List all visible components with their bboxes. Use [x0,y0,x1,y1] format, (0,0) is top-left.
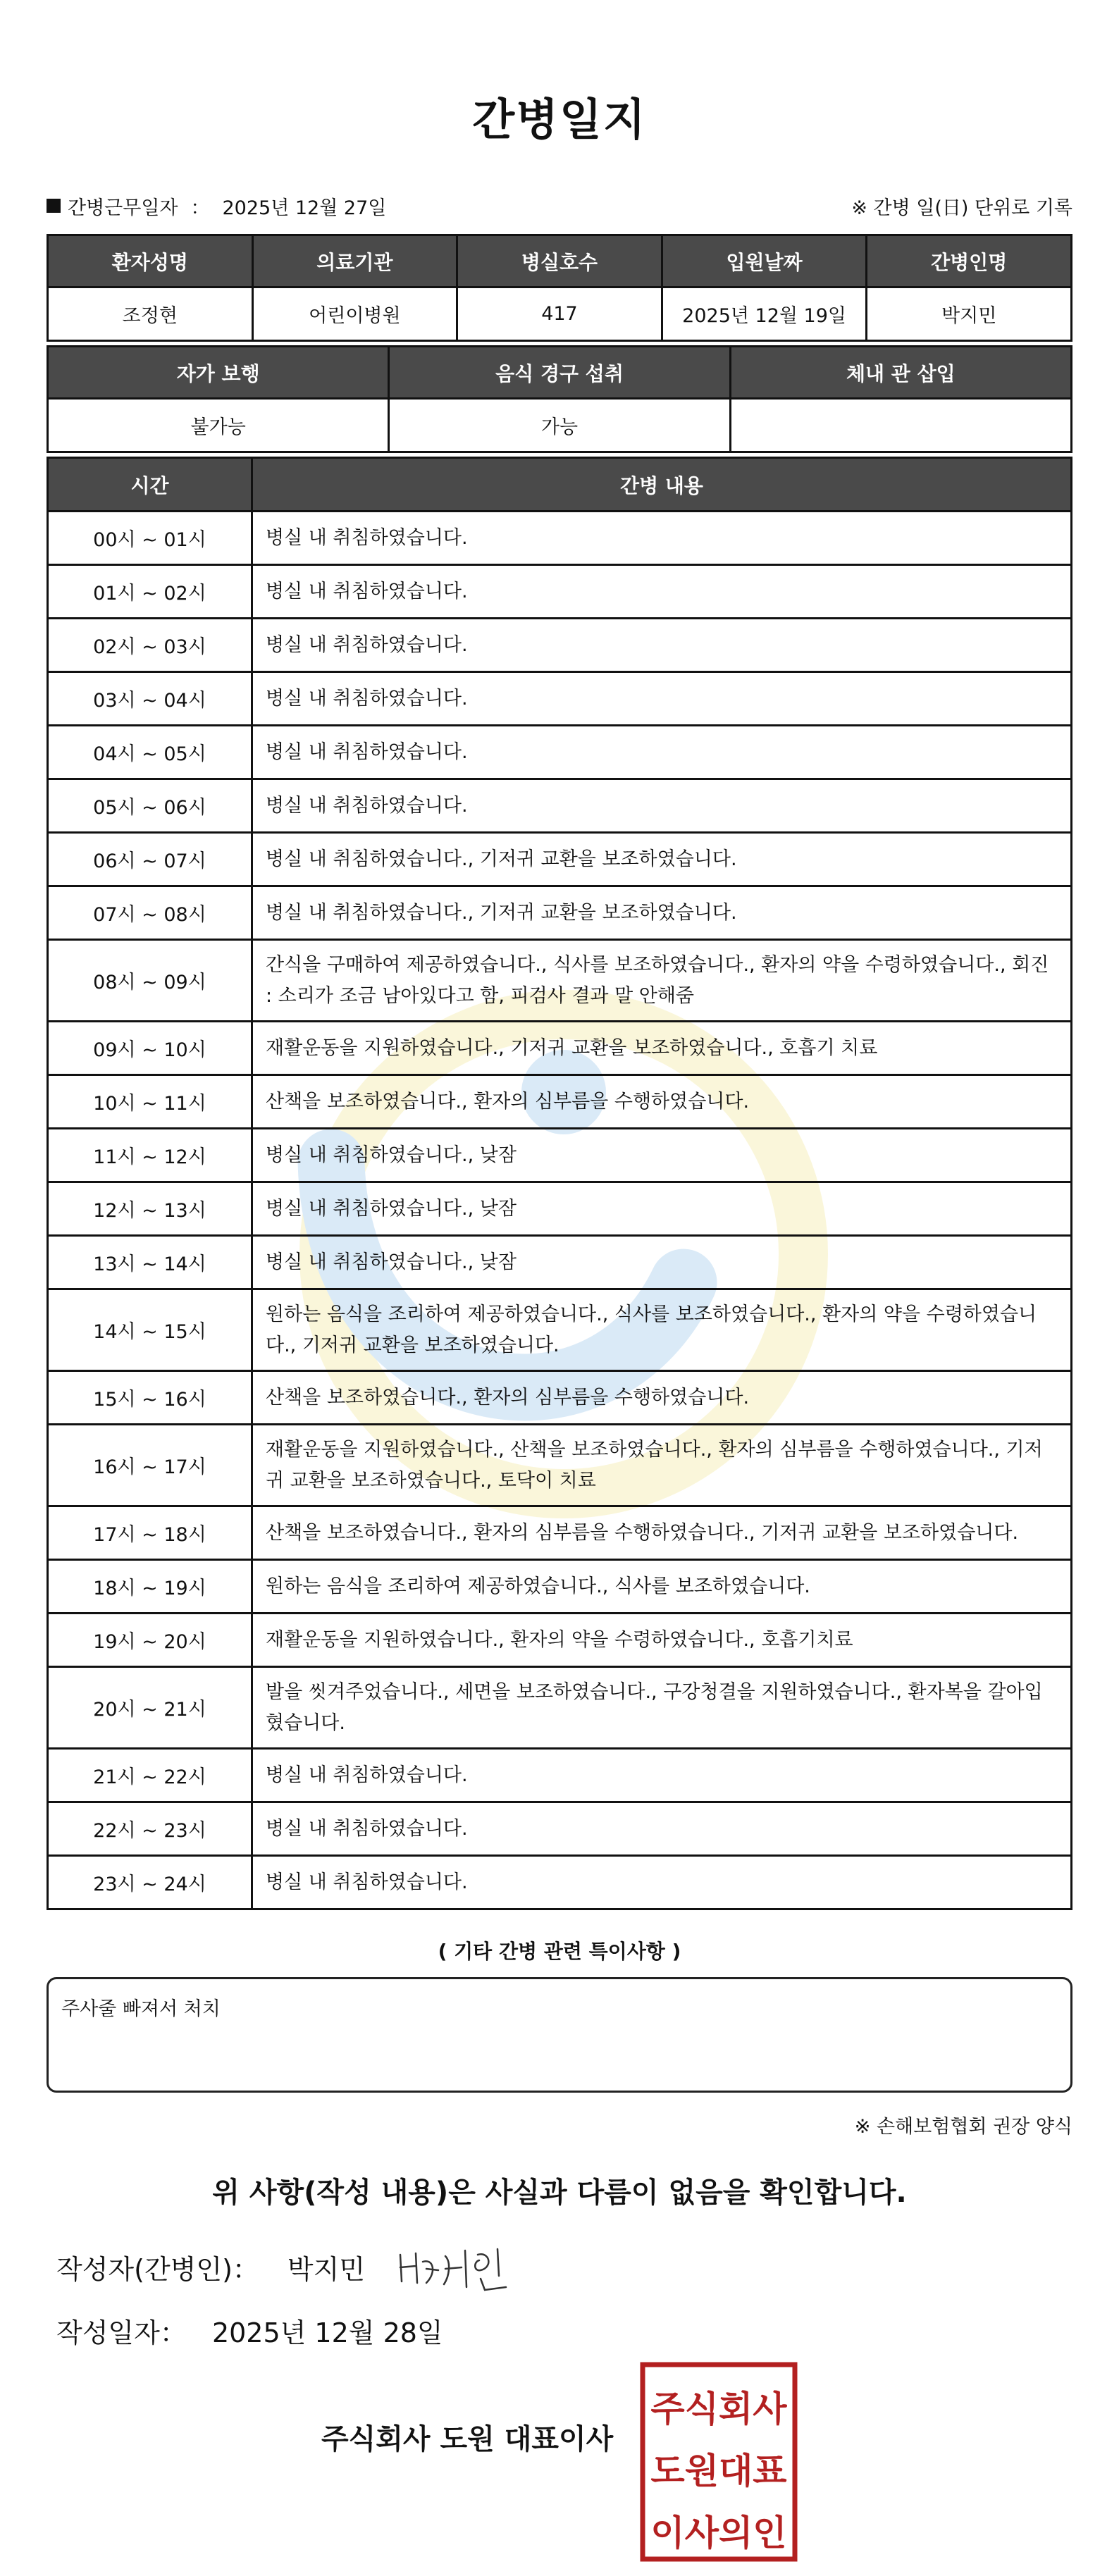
patient-info-table [47,234,1072,342]
form-source-note: ※ 손해보험협회 권장 양식 [854,2116,1072,2138]
table-row [48,1560,1072,1614]
writer-label: 작성자(간병인)： [56,2254,259,2285]
header-caregiver-name: 간병인명 [867,235,1072,287]
time-cell: 13시 ~ 14시 [48,1236,252,1289]
patient-status-table [47,345,1072,453]
status-header-row [48,347,1072,399]
caregiver-name-value: 박지민 [867,287,1072,341]
time-cell: 01시 ~ 02시 [48,565,252,619]
written-date-line [56,2311,443,2350]
header-admission-date: 입원날짜 [662,235,867,287]
confirmation-statement: 위 사항(작성 내용)은 사실과 다름이 없음을 확인합니다. [212,2176,907,2209]
room-number-value: 417 [457,287,662,341]
care-log-header-row [48,458,1072,512]
content-cell: 재활운동을 지원하였습니다., 산책을 보조하였습니다., 환자의 심부름을 수행하였습니다., 기저귀 교환을 보조하였습니다., 토닥이 치료 [252,1425,1072,1506]
header-institution: 의료기관 [252,235,457,287]
special-notes-title: ( 기타 간병 관련 특이사항 ) [438,1940,681,1963]
time-cell: 12시 ~ 13시 [48,1182,252,1236]
time-cell: 06시 ~ 07시 [48,833,252,886]
svg-text:도원대표: 도원대표 [650,2451,787,2491]
company-representative: 주식회사 도원 대표이사 [321,2423,614,2456]
time-cell: 14시 ~ 15시 [48,1289,252,1371]
special-notes-text: 주사줄 빠져서 처치 [61,1998,221,2020]
content-cell: 병실 내 취침하였습니다. [252,1749,1072,1802]
table-row [48,1289,1072,1371]
table-row [48,1236,1072,1289]
table-row [48,1506,1072,1560]
content-cell: 병실 내 취침하였습니다., 낮잠 [252,1182,1072,1236]
svg-text:이사의인: 이사의인 [650,2513,787,2553]
content-cell: 병실 내 취침하였습니다. [252,1856,1072,1909]
time-cell: 04시 ~ 05시 [48,726,252,779]
work-date-label: 간병근무일자 [68,197,178,219]
time-cell: 15시 ~ 16시 [48,1371,252,1425]
time-cell: 19시 ~ 20시 [48,1614,252,1667]
table-row [48,619,1072,672]
table-row [48,1667,1072,1749]
table-row [48,1129,1072,1182]
content-cell: 병실 내 취침하였습니다. [252,512,1072,565]
header-self-walking: 자가 보행 [48,347,389,399]
content-cell: 병실 내 취침하였습니다. [252,726,1072,779]
time-cell: 08시 ~ 09시 [48,940,252,1022]
table-row [48,1022,1072,1075]
table-row [48,940,1072,1022]
time-cell: 03시 ~ 04시 [48,672,252,726]
table-row [48,779,1072,833]
time-cell: 02시 ~ 03시 [48,619,252,672]
patient-info-header-row [48,235,1072,287]
content-cell: 재활운동을 지원하였습니다., 환자의 약을 수령하였습니다., 호흡기치료 [252,1614,1072,1667]
table-row [48,833,1072,886]
header-patient-name: 환자성명 [48,235,253,287]
content-cell: 재활운동을 지원하였습니다., 기저귀 교환을 보조하였습니다., 호흡기 치료 [252,1022,1072,1075]
tube-insertion-value [730,399,1071,452]
table-row [48,672,1072,726]
content-cell: 산책을 보조하였습니다., 환자의 심부름을 수행하였습니다., 기저귀 교환을 보조하였습니다. [252,1506,1072,1560]
time-cell: 00시 ~ 01시 [48,512,252,565]
meta-row [47,192,1072,220]
time-cell: 23시 ~ 24시 [48,1856,252,1909]
time-cell: 05시 ~ 06시 [48,779,252,833]
time-cell: 20시 ~ 21시 [48,1667,252,1749]
time-cell: 16시 ~ 17시 [48,1425,252,1506]
time-cell: 07시 ~ 08시 [48,886,252,940]
table-row [48,1749,1072,1802]
svg-text:주식회사: 주식회사 [650,2389,787,2429]
work-date-field [47,192,386,220]
written-date-label: 작성일자： [56,2317,187,2348]
content-cell: 원하는 음식을 조리하여 제공하였습니다., 식사를 보조하였습니다. [252,1560,1072,1614]
special-notes-box [47,1977,1072,2093]
table-row [48,1182,1072,1236]
time-cell: 18시 ~ 19시 [48,1560,252,1614]
content-cell: 발을 씻겨주었습니다., 세면을 보조하였습니다., 구강청결을 지원하였습니다., 환자복을 갈아입혔습니다. [252,1667,1072,1749]
content-cell: 병실 내 취침하였습니다. [252,619,1072,672]
table-row [48,1075,1072,1129]
content-cell: 간식을 구매하여 제공하였습니다., 식사를 보조하였습니다., 환자의 약을 수령하였습니다., 회진 : 소리가 조금 남아있다고 함, 피검사 결과 말 안해줌 [252,940,1072,1022]
record-unit-note: ※ 간병 일(日) 단위로 기록 [851,197,1072,219]
table-row [48,1425,1072,1506]
content-cell: 원하는 음식을 조리하여 제공하였습니다., 식사를 보조하였습니다., 환자의 약을 수령하였습니다., 기저귀 교환을 보조하였습니다. [252,1289,1072,1371]
content-cell: 병실 내 취침하였습니다., 낮잠 [252,1129,1072,1182]
work-date-value: 2025년 12월 27일 [222,197,387,219]
table-row [48,512,1072,565]
time-cell: 10시 ~ 11시 [48,1075,252,1129]
written-date-value: 2025년 12월 28일 [211,2317,443,2348]
table-row [48,1856,1072,1909]
page-title: 간병일지 [472,94,647,145]
table-row [48,886,1072,940]
content-cell: 병실 내 취침하였습니다. [252,672,1072,726]
time-cell: 21시 ~ 22시 [48,1749,252,1802]
time-cell: 11시 ~ 12시 [48,1129,252,1182]
header-room-number: 병실호수 [457,235,662,287]
patient-name-value: 조정현 [48,287,253,341]
header-oral-intake: 음식 경구 섭취 [389,347,730,399]
work-date-colon: ： [190,197,210,219]
content-cell: 산책을 보조하였습니다., 환자의 심부름을 수행하였습니다. [252,1075,1072,1129]
writer-name: 박지민 [287,2254,366,2285]
content-cell: 병실 내 취침하였습니다., 기저귀 교환을 보조하였습니다. [252,833,1072,886]
header-care-content: 간병 내용 [252,458,1072,512]
care-log-table [47,457,1072,1910]
content-cell: 산책을 보조하였습니다., 환자의 심부름을 수행하였습니다. [252,1371,1072,1425]
table-row [48,1371,1072,1425]
admission-date-value: 2025년 12월 19일 [662,287,867,341]
content-cell: 병실 내 취침하였습니다., 낮잠 [252,1236,1072,1289]
company-seal-icon [640,2362,798,2562]
self-walking-value: 불가능 [48,399,389,452]
table-row [48,1802,1072,1856]
time-cell: 09시 ~ 10시 [48,1022,252,1075]
table-row [48,726,1072,779]
institution-value: 어린이병원 [252,287,457,341]
content-cell: 병실 내 취침하였습니다. [252,565,1072,619]
content-cell: 병실 내 취침하였습니다. [252,1802,1072,1856]
oral-intake-value: 가능 [389,399,730,452]
patient-info-value-row [48,287,1072,341]
content-cell: 병실 내 취침하였습니다., 기저귀 교환을 보조하였습니다. [252,886,1072,940]
content-cell: 병실 내 취침하였습니다. [252,779,1072,833]
writer-line [56,2248,365,2286]
table-row [48,1614,1072,1667]
handwritten-signature-icon [395,2241,514,2297]
header-tube-insertion: 체내 관 삽입 [730,347,1071,399]
time-cell: 17시 ~ 18시 [48,1506,252,1560]
status-value-row [48,399,1072,452]
square-bullet-icon [47,199,61,213]
table-row [48,565,1072,619]
time-cell: 22시 ~ 23시 [48,1802,252,1856]
header-time: 시간 [48,458,252,512]
